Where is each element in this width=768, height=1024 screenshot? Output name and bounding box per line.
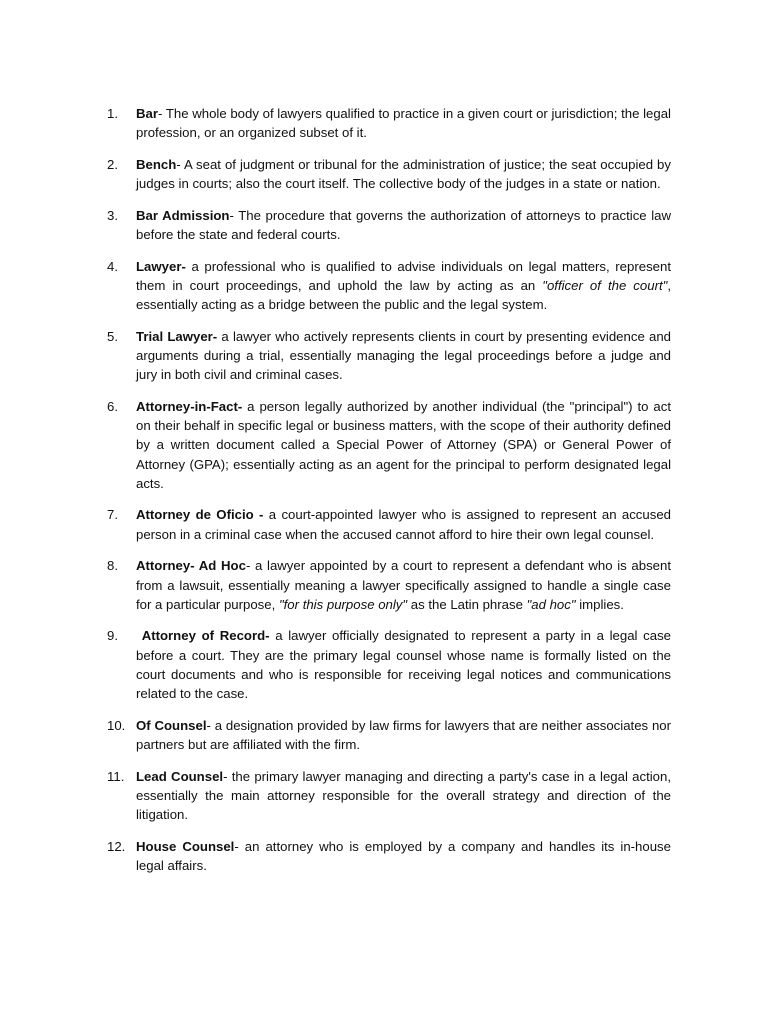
term-name: Attorney of Record- [136, 628, 270, 644]
item-number: 1. [107, 106, 118, 121]
term-definition [136, 259, 671, 312]
item-number: 3. [107, 207, 118, 223]
definition-text: - an attorney who is employed by a company and handles its in-house legal affairs. [136, 838, 671, 873]
definition-text: a court-appointed lawyer who is assigned to represent an accused person in a criminal case when the accused cannot afford to hire their own legal counsel. [136, 507, 671, 542]
definition-text: , essentially acting as a bridge between the public and the legal system. [136, 277, 671, 313]
term-definition [136, 718, 671, 752]
term-name: Bar Admission [136, 207, 230, 223]
definition-text: as the Latin phrase [407, 596, 527, 612]
term-definition [136, 329, 671, 382]
term-name: Attorney de Oficio - [136, 507, 264, 523]
quoted-phrase: "for this purpose only" [278, 596, 408, 612]
list-item [107, 155, 671, 193]
definition-text: - The procedure that governs the authorization of attorneys to practice law before the state and federal courts. [136, 207, 671, 243]
list-item [107, 626, 671, 703]
list-item [107, 505, 671, 543]
definition-text: a lawyer who actively represents clients in court by presenting evidence and arguments during a trial, essentially managing the legal proceedings before a judge and jury in both civil and criminal cases. [136, 328, 671, 383]
list-item [107, 556, 671, 614]
item-number: 12. [107, 838, 126, 854]
term-name: Attorney-in-Fact- [136, 398, 243, 414]
list-item [107, 206, 671, 244]
item-number: 6. [107, 398, 118, 414]
definition-text: a person legally authorized by another individual (the "principal") to act on their behalf in specific legal or business matters, with the scope of their authority defined by a written document called a Special Power of Attorney (SPA) or General Power of Attorney (GPA); essentially acting as an agent for the principal to perform designated legal acts. [136, 398, 671, 491]
list-item [107, 767, 671, 825]
item-number: 2. [107, 156, 118, 172]
term-name: Of Counsel [136, 717, 207, 733]
term-name: Trial Lawyer- [136, 328, 218, 344]
term-name: Lawyer- [136, 258, 186, 274]
list-item [107, 837, 671, 875]
item-number: 11. [107, 768, 125, 784]
term-definition [136, 106, 671, 140]
item-number: 5. [107, 328, 118, 344]
term-definition [136, 157, 671, 191]
definition-text: a professional who is qualified to advise individuals on legal matters, represent them in court proceedings, and uphold the law by acting as an [136, 258, 671, 293]
definition-text: - A seat of judgment or tribunal for the administration of justice; the seat occupied by judges in courts; also the court itself. The collective body of the judges in a state or nation. [136, 156, 671, 192]
term-name: Attorney- Ad Hoc [136, 558, 246, 574]
list-item [107, 397, 671, 493]
item-number: 7. [107, 507, 118, 523]
list-item [107, 104, 671, 142]
term-name: Lead Counsel [136, 768, 224, 784]
quoted-phrase: "officer of the court" [542, 277, 668, 293]
quoted-phrase: "ad hoc" [526, 596, 576, 612]
definition-list [107, 104, 671, 888]
definition-text: a lawyer officially designated to represent a party in a legal case before a court. They are the primary legal counsel whose name is formally listed on the court documents and who is responsible for receiving legal notices and communications related to the case. [136, 628, 672, 702]
list-item [107, 716, 671, 754]
list-item [107, 257, 671, 315]
list-item [107, 327, 671, 385]
term-name: House Counsel [136, 838, 235, 854]
item-number: 9. [107, 628, 118, 644]
term-name: Bench [136, 156, 177, 172]
item-number: 4. [107, 258, 118, 274]
definition-text: - a lawyer appointed by a court to represent a defendant who is absent from a lawsuit, essentially meaning a lawyer specifically assigned to handle a single case for a particular purpose, [136, 558, 671, 612]
definition-text: implies. [575, 596, 624, 612]
item-number: 8. [107, 558, 118, 574]
item-number: 10. [107, 717, 126, 733]
definition-text: - a designation provided by law firms for lawyers that are neither associates nor partners but are affiliated with the firm. [136, 717, 672, 752]
definition-text: - The whole body of lawyers qualified to practice in a given court or jurisdiction; the legal profession, or an organized subset of it. [136, 106, 671, 141]
definition-text: - the primary lawyer managing and directing a party's case in a legal action, essentially the main attorney responsible for the overall strategy and direction of the litigation. [136, 768, 671, 823]
term-name: Bar [136, 106, 158, 121]
